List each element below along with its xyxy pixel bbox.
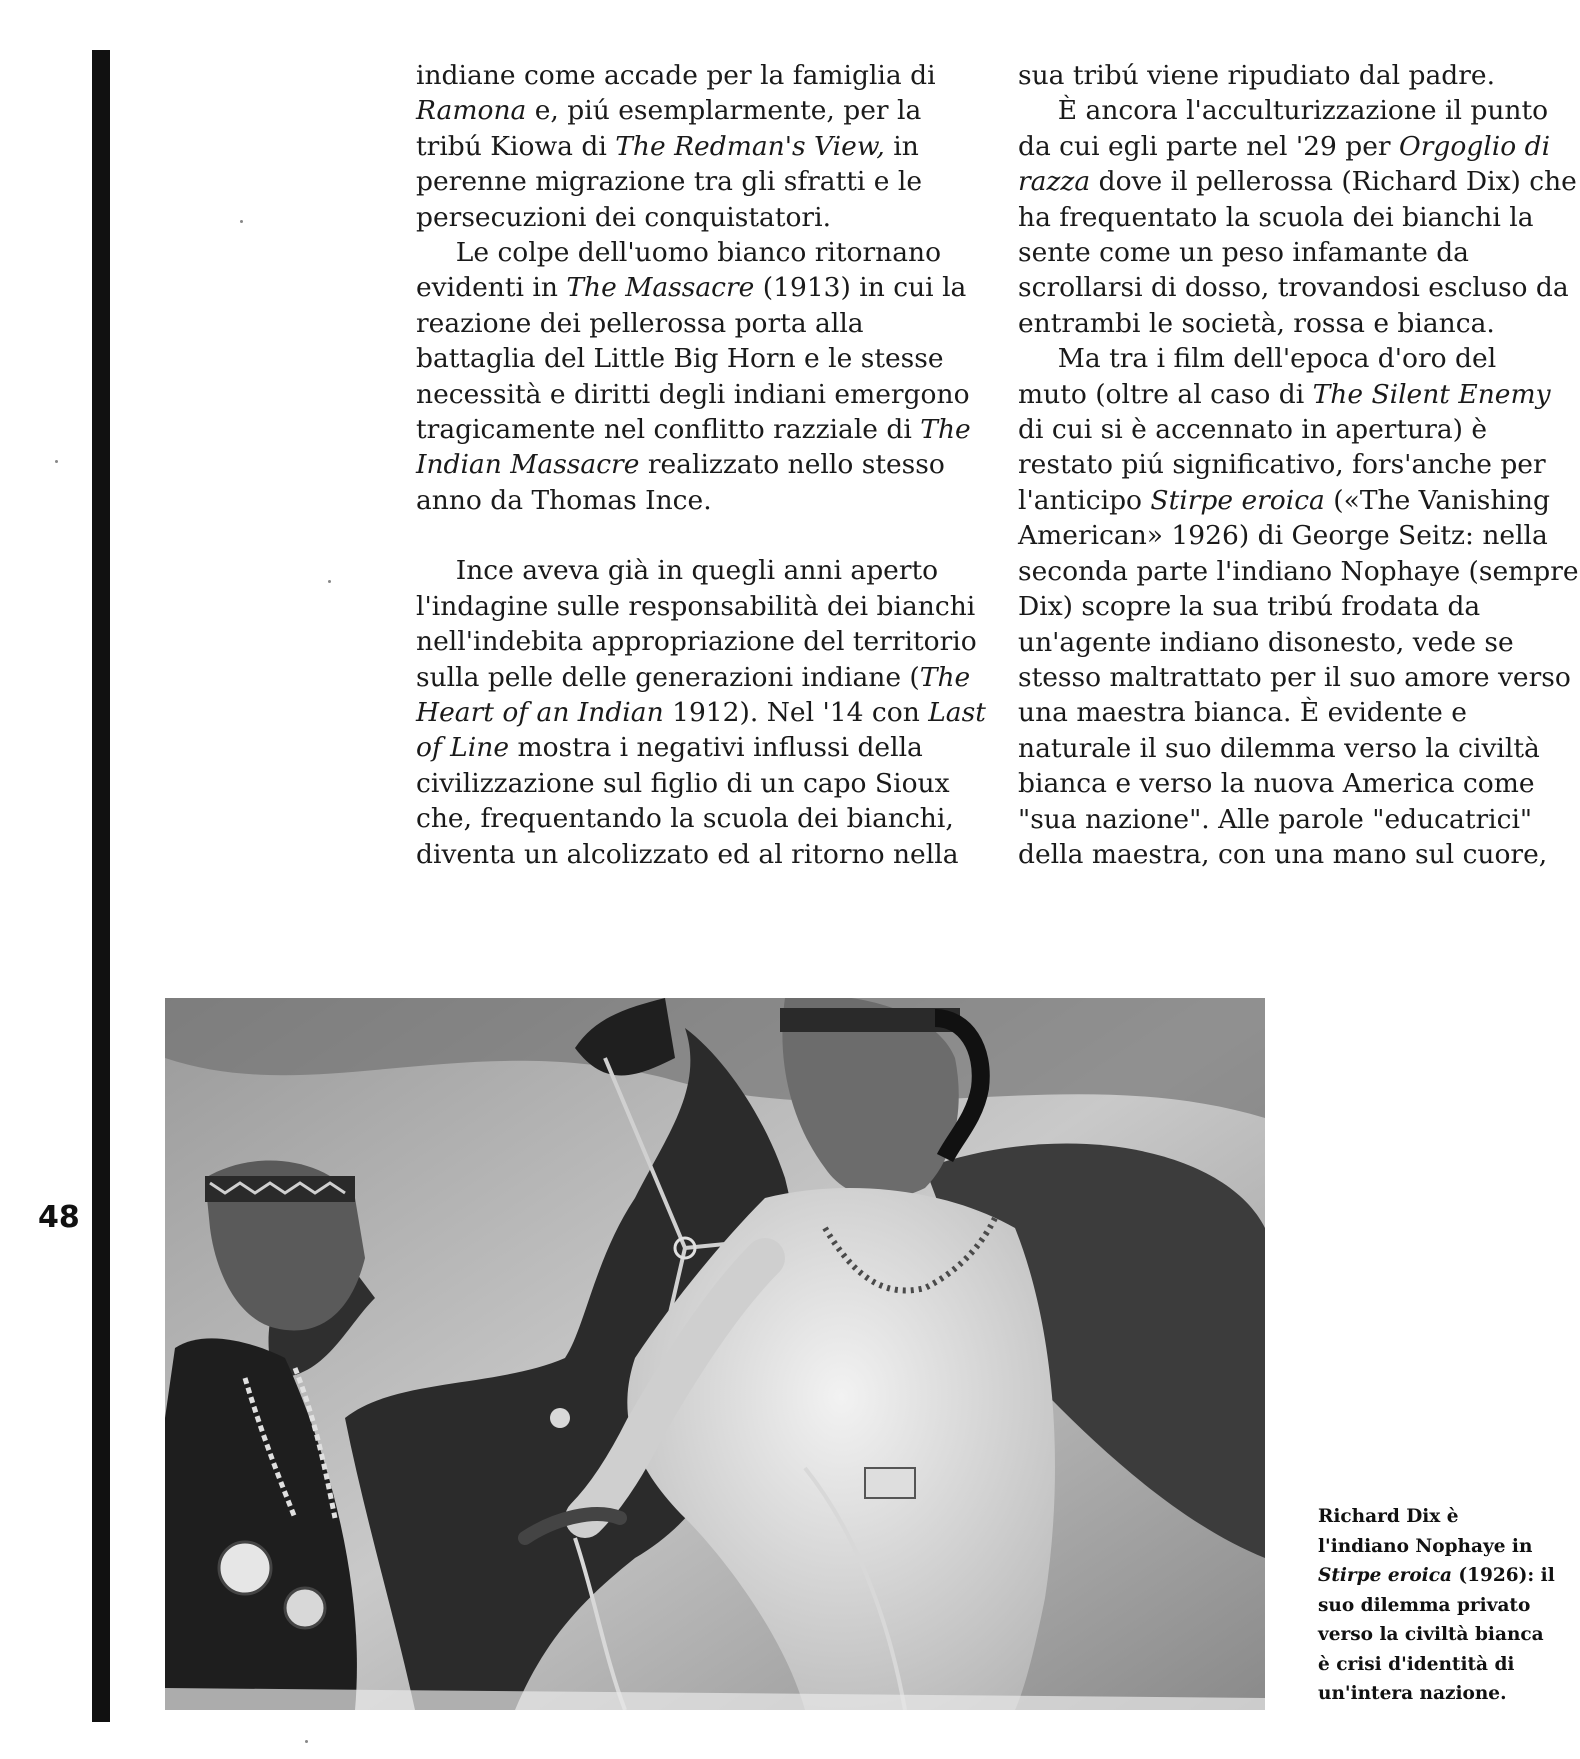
text-line	[1318, 1591, 1563, 1621]
text-line	[1018, 695, 1578, 730]
text-run: reazione dei pellerossa porta alla	[416, 307, 864, 339]
italic-title-text: The Massacre	[566, 272, 755, 304]
text-line	[1018, 200, 1578, 235]
text-line	[416, 553, 991, 588]
text-run: sulla pelle delle generazioni indiane (	[416, 661, 920, 693]
text-run: evidenti in	[416, 272, 567, 304]
text-run: stesso maltrattato per il suo amore verso	[1018, 661, 1571, 693]
text-line	[1018, 518, 1578, 553]
text-run: diventa un alcolizzato ed al ritorno nella	[416, 838, 959, 870]
text-run: battaglia del Little Big Horn e le stesse	[416, 343, 944, 375]
text-run: indiane come accade per la famiglia di	[416, 60, 936, 91]
text-run: («The Vanishing	[1324, 484, 1550, 516]
text-run: è crisi d'identità di	[1318, 1653, 1515, 1675]
text-line	[416, 93, 991, 128]
italic-title-text: The Silent Enemy	[1312, 378, 1551, 410]
text-line	[416, 483, 991, 518]
italic-title-text: Ramona	[416, 95, 527, 127]
text-run: persecuzioni dei conquistatori.	[416, 201, 831, 233]
text-line	[416, 447, 991, 482]
text-run: verso la civiltà bianca	[1318, 1624, 1544, 1645]
text-line	[1018, 802, 1578, 837]
italic-title-text: of Line	[416, 732, 510, 764]
italic-title-text: Indian Massacre	[416, 449, 640, 481]
text-line	[1018, 58, 1578, 93]
text-run: restato piú significativo, fors'anche per	[1018, 449, 1546, 481]
photo-caption	[1318, 1502, 1563, 1709]
paragraph-gap	[416, 518, 991, 553]
scan-speck	[328, 580, 331, 583]
text-run: È ancora l'acculturizzazione il punto	[1018, 95, 1549, 127]
text-run: (1913) in cui la	[754, 272, 967, 304]
text-run: sua tribú viene ripudiato dal padre.	[1018, 60, 1496, 91]
text-run: necessità e diritti degli indiani emergono	[416, 378, 970, 410]
italic-title-text: The	[920, 414, 971, 446]
text-run: realizzato nello stesso	[639, 449, 945, 481]
text-line	[1318, 1561, 1563, 1591]
text-run: da cui egli parte nel '29 per	[1018, 130, 1400, 162]
italic-title-text: The	[919, 661, 971, 693]
text-line	[1018, 483, 1578, 518]
text-run: in	[884, 130, 919, 162]
photo-illustration	[165, 998, 1265, 1710]
text-line	[416, 412, 991, 447]
text-line	[1018, 731, 1578, 766]
text-line	[1018, 625, 1578, 660]
text-run: l'indagine sulle responsabilità dei bianchi	[416, 590, 976, 622]
italic-title-text: Last	[928, 696, 986, 728]
text-run: entrambi le società, rossa e bianca.	[1018, 307, 1495, 339]
italic-title-text: Heart of an Indian	[416, 696, 664, 728]
text-run: che, frequentando la scuola dei bianchi,	[416, 803, 954, 835]
text-column-left	[416, 58, 991, 872]
text-run: muto (oltre al caso di	[1018, 378, 1313, 410]
text-line	[416, 589, 991, 624]
text-line	[416, 801, 991, 836]
text-line	[1018, 660, 1578, 695]
text-line	[1018, 129, 1578, 164]
scan-speck	[55, 460, 58, 463]
text-run: Ma tra i film dell'epoca d'oro del	[1018, 343, 1497, 375]
text-line	[416, 306, 991, 341]
text-run: perenne migrazione tra gli sfratti e le	[416, 166, 923, 198]
text-line	[1318, 1502, 1563, 1532]
text-line	[416, 377, 991, 412]
film-still-photo	[165, 998, 1265, 1710]
text-line	[416, 200, 991, 235]
italic-title-text: The Redman's View,	[615, 130, 885, 162]
page-edge-rule	[92, 50, 110, 1722]
text-run: tribú Kiowa di	[416, 130, 616, 162]
text-run: ha frequentato la scuola dei bianchi la	[1018, 201, 1534, 233]
text-run: di cui si è accennato in apertura) è	[1018, 414, 1488, 446]
italic-title-text: Orgoglio di	[1399, 130, 1551, 162]
text-run: un'agente indiano disonesto, vede se	[1018, 626, 1514, 658]
text-column-right	[1018, 58, 1578, 872]
text-run: bianca e verso la nuova America come	[1018, 768, 1535, 800]
text-line	[1018, 837, 1578, 872]
text-line	[416, 129, 991, 164]
scan-speck	[240, 220, 243, 223]
text-run: nell'indebita appropriazione del territorio	[416, 626, 977, 658]
text-run: (1926): il	[1451, 1565, 1555, 1586]
text-line	[1318, 1532, 1563, 1562]
text-line	[1018, 306, 1578, 341]
text-line	[416, 624, 991, 659]
text-run: American» 1926) di George Seitz: nella	[1018, 520, 1548, 552]
text-run: Richard Dix è	[1318, 1506, 1459, 1527]
text-run: scrollarsi di dosso, trovandosi escluso da	[1018, 272, 1569, 304]
text-line	[1018, 235, 1578, 270]
text-line	[1018, 447, 1578, 482]
text-line	[1318, 1650, 1563, 1680]
scan-speck	[305, 1740, 308, 1743]
text-line	[1318, 1620, 1563, 1650]
text-run: mostra i negativi influssi della	[509, 732, 923, 764]
text-run: Le colpe dell'uomo bianco ritornano	[416, 237, 942, 269]
text-run: e, piú esemplarmente, per la	[526, 95, 922, 127]
text-run: della maestra, con una mano sul cuore,	[1018, 838, 1548, 870]
page-number: 48	[38, 1200, 80, 1235]
text-line	[416, 837, 991, 872]
text-run: Ince aveva già in quegli anni aperto	[416, 555, 939, 587]
text-run: "sua nazione". Alle parole "educatrici"	[1018, 803, 1533, 835]
italic-title-text: Stirpe eroica	[1150, 484, 1325, 516]
text-run: civilizzazione sul figlio di un capo Sioux	[416, 767, 950, 799]
text-run: dove il pellerossa (Richard Dix) che	[1090, 166, 1577, 198]
text-line	[416, 58, 991, 93]
text-run: 1912). Nel '14 con	[663, 696, 929, 728]
text-run: seconda parte l'indiano Nophaye (sempre	[1018, 555, 1579, 587]
text-line	[1018, 377, 1578, 412]
text-line	[1318, 1679, 1563, 1709]
text-line	[416, 270, 991, 305]
text-run: un'intera nazione.	[1318, 1683, 1507, 1704]
text-run: anno da Thomas Ince.	[416, 484, 712, 516]
text-run: tragicamente nel conflitto razziale di	[416, 414, 921, 446]
italic-title-text: razza	[1018, 166, 1091, 198]
text-line	[416, 660, 991, 695]
text-run: sente come un peso infamante da	[1018, 237, 1469, 269]
text-run: naturale il suo dilemma verso la civiltà	[1018, 732, 1540, 764]
text-run: una maestra bianca. È evidente e	[1018, 697, 1467, 729]
text-line	[1018, 412, 1578, 447]
text-run: Dix) scopre la sua tribú frodata da	[1018, 591, 1481, 623]
text-run: suo dilemma privato	[1318, 1594, 1531, 1616]
text-line	[1018, 270, 1578, 305]
text-run: l'anticipo	[1018, 484, 1151, 516]
text-run: l'indiano Nophaye in	[1318, 1535, 1533, 1557]
text-line	[416, 766, 991, 801]
text-line	[416, 695, 991, 730]
text-line	[1018, 164, 1578, 199]
text-line	[1018, 93, 1578, 128]
italic-title-text: Stirpe eroica	[1318, 1565, 1452, 1586]
text-line	[416, 164, 991, 199]
text-line	[416, 235, 991, 270]
text-line	[1018, 341, 1578, 376]
text-line	[416, 341, 991, 376]
text-line	[1018, 766, 1578, 801]
text-line	[1018, 554, 1578, 589]
dix-headband	[780, 1008, 960, 1032]
text-line	[416, 730, 991, 765]
text-line	[1018, 589, 1578, 624]
